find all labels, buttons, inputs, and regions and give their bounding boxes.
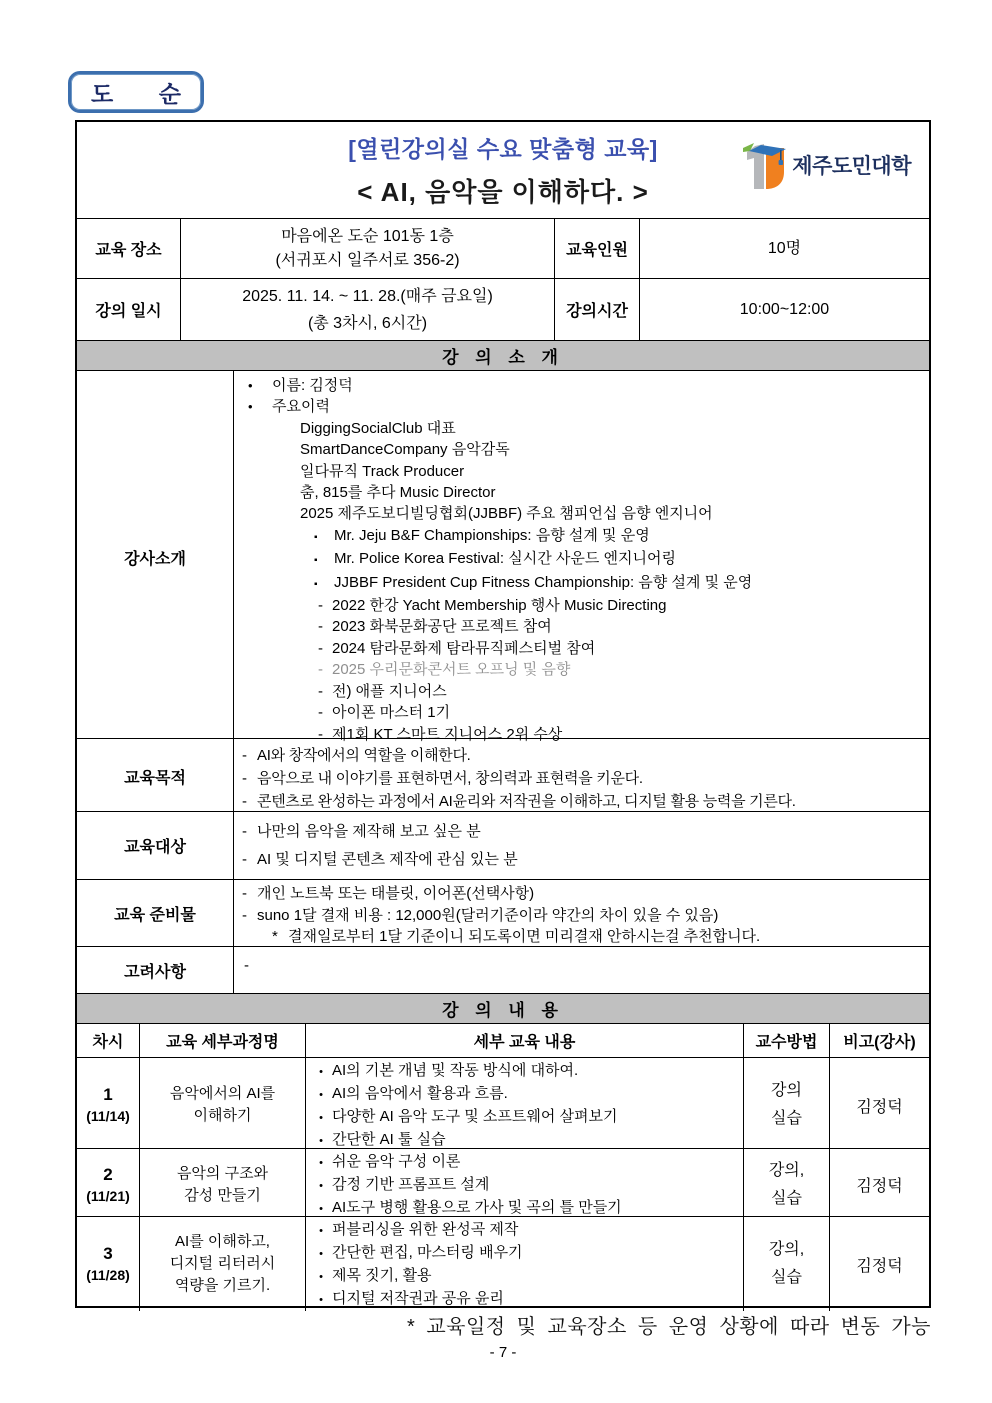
course-name-line: 음악의 구조와: [176, 1164, 269, 1182]
line-text: 2024 탐라문화제 탐라뮤직페스티벌 참여: [332, 639, 596, 657]
detail-line: [310, 1174, 739, 1197]
line-text: 음악으로 내 이야기를 표현하면서, 창의력과 표현력을 키운다.: [257, 770, 643, 787]
line-marker: -: [318, 597, 323, 615]
method-line: 강의: [771, 1082, 802, 1099]
instructor-name-cell: 김정덕: [829, 1058, 929, 1152]
curriculum-header-row: [77, 1023, 929, 1057]
purpose-content: [233, 739, 929, 813]
target-label: 교육대상: [124, 839, 186, 856]
line-text: 주요이력: [272, 398, 330, 416]
text-line: [248, 548, 923, 571]
detail-text: AI도구 병행 활용으로 가사 및 곡의 틀 만들기: [332, 1199, 622, 1216]
course-info-table: [75, 120, 931, 1308]
course-name-line: 음악에서의 AI를: [169, 1085, 276, 1102]
section-bar-content: 강 의 내 용: [77, 993, 929, 1023]
details-cell: [305, 1058, 743, 1152]
details-cell: [305, 1217, 743, 1311]
bullet-marker: •: [319, 1203, 323, 1215]
text-line: [248, 681, 923, 702]
bullet-marker: •: [319, 1180, 323, 1192]
detail-line: [310, 1265, 739, 1288]
course-name-line: 디지털 리터러시: [169, 1255, 276, 1272]
course-name-cell: [139, 1217, 305, 1311]
detail-line: [310, 1288, 739, 1311]
text-line: [248, 375, 923, 396]
col-header-details: 세부 교육 내용: [305, 1024, 743, 1057]
line-marker: -: [318, 618, 323, 636]
location-line1: 마음에온 도순 101동 1층: [281, 227, 454, 245]
bullet-marker: •: [319, 1157, 323, 1169]
text-line: [242, 905, 921, 927]
text-line: [248, 525, 923, 548]
line-text: JJBBF President Cup Fitness Championship: 음향 설계 및 운영: [334, 573, 753, 591]
location-label: 교육 장소: [95, 242, 162, 259]
line-text: SmartDanceCompany 음악감독: [300, 441, 510, 459]
line-text: 제1회 KT 스마트 지니어스 2위 수상: [332, 725, 563, 743]
considerations-section: [77, 946, 929, 993]
curriculum-row: [77, 1057, 929, 1148]
line-marker: -: [318, 682, 323, 700]
text-line: [248, 461, 923, 482]
line-text: 일다뮤직 Track Producer: [300, 462, 465, 480]
line-text: AI와 창작에서의 역할을 이해한다.: [257, 747, 471, 764]
time-label: 강의시간: [554, 279, 639, 340]
line-marker: -: [318, 639, 323, 657]
line-text: 2022 한강 Yacht Membership 행사 Music Directing: [332, 597, 667, 615]
curriculum-row: [77, 1216, 929, 1306]
method-cell: [743, 1149, 829, 1220]
line-text: 결재일로부터 1달 기준이니 되도록이면 미리결재 안하시는걸 추천합니다.: [288, 928, 761, 945]
detail-line: [310, 1106, 739, 1129]
instructor-name-cell: 김정덕: [829, 1217, 929, 1311]
col-header-instructor: 비고(강사): [829, 1024, 929, 1057]
method-line: 실습: [771, 1269, 802, 1286]
detail-line: [310, 1083, 739, 1106]
line-marker: ▪: [314, 531, 318, 543]
text-line: [248, 638, 923, 659]
line-marker: -: [242, 906, 247, 924]
location-line2: (서귀포시 일주서로 356-2): [275, 251, 460, 269]
line-text: Mr. Police Korea Festival: 실시간 사운드 엔지니어링: [334, 550, 676, 568]
document-tag-box: [68, 71, 204, 113]
text-line: [242, 846, 921, 874]
detail-text: 제목 짓기, 활용: [332, 1267, 432, 1284]
purpose-section: [77, 738, 929, 811]
line-text: 콘텐츠로 완성하는 과정에서 AI윤리와 저작권을 이해하고, 디지털 활용 능력을 기른다.: [257, 793, 796, 810]
text-line: [248, 595, 923, 616]
bullet-marker: •: [319, 1271, 323, 1283]
detail-text: 퍼블리싱을 위한 완성곡 제작: [332, 1221, 519, 1238]
info-row-schedule: [77, 278, 929, 340]
text-line: [248, 439, 923, 460]
text-line: [248, 482, 923, 503]
bullet-marker: •: [319, 1294, 323, 1306]
course-name-line: 이해하기: [193, 1107, 252, 1124]
text-line: [248, 616, 923, 637]
detail-line: [310, 1242, 739, 1265]
text-line: [242, 790, 921, 813]
target-content: [233, 812, 929, 879]
line-text: 2023 화북문화공단 프로젝트 참여: [332, 618, 552, 636]
program-title: [열린강의실 수요 맞춤형 교육]: [348, 136, 658, 162]
line-marker: -: [242, 823, 247, 840]
text-line: [242, 744, 921, 767]
line-marker: -: [242, 851, 247, 868]
line-text: 2025 우리문화콘서트 오프닝 및 음향: [332, 661, 571, 679]
instructor-section: [77, 370, 929, 743]
line-marker: *: [272, 928, 278, 945]
session-cell: [77, 1058, 139, 1152]
schedule-value: [180, 279, 554, 340]
course-name-line: AI를 이해하고,: [175, 1233, 270, 1250]
line-marker: -: [242, 747, 247, 764]
course-name-line: 감성 만들기: [184, 1186, 261, 1204]
purpose-label: 교육목적: [124, 769, 186, 787]
line-marker: -: [318, 704, 323, 722]
session-date: (11/14): [86, 1108, 130, 1124]
bullet-marker: •: [319, 1089, 323, 1101]
university-logo-text: 제주도민대학: [792, 155, 911, 178]
target-section: [77, 811, 929, 879]
schedule-change-note: * 교육일정 및 교육장소 등 운영 상황에 따라 변동 가능: [406, 1316, 931, 1338]
instructor-name-cell: 김정덕: [829, 1149, 929, 1220]
session-date: (11/21): [86, 1187, 130, 1204]
method-line: 강의,: [768, 1161, 805, 1179]
method-line: 실습: [771, 1110, 802, 1127]
bullet-marker: •: [319, 1066, 323, 1078]
line-text: Mr. Jeju B&F Championships: 음향 설계 및 운영: [334, 526, 650, 544]
bullet-marker: •: [319, 1112, 323, 1124]
detail-text: 디지털 저작권과 공유 윤리: [332, 1290, 504, 1307]
info-row-location: [77, 218, 929, 278]
instructor-profile: [233, 371, 929, 745]
bullet-marker: •: [319, 1248, 323, 1260]
detail-text: AI의 기본 개념 및 작동 방식에 대하여.: [332, 1062, 579, 1079]
schedule-line1: 2025. 11. 14. ~ 11. 28.(매주 금요일): [242, 287, 493, 305]
bullet-marker: •: [319, 1135, 323, 1147]
document-tag-right: 순: [158, 80, 181, 107]
page-number: - 7 -: [489, 1344, 517, 1361]
schedule-label: 강의 일시: [95, 303, 162, 320]
method-line: 강의,: [768, 1241, 805, 1258]
line-marker: •: [248, 399, 253, 415]
text-line: [248, 503, 923, 524]
line-marker: -: [242, 793, 247, 810]
line-text: 아이폰 마스터 1기: [332, 704, 451, 722]
line-marker: •: [248, 378, 253, 393]
curriculum-body: [77, 1057, 929, 1306]
col-header-method: 교수방법: [743, 1024, 829, 1057]
session-number: 1: [103, 1085, 113, 1104]
capacity-label: 교육인원: [554, 219, 639, 278]
detail-text: 간단한 편집, 마스터링 배우기: [332, 1244, 523, 1261]
line-text: 나만의 음악을 제작해 보고 싶은 분: [257, 823, 481, 840]
text-line: [248, 572, 923, 595]
session-cell: [77, 1217, 139, 1311]
text-line: [242, 818, 921, 846]
curriculum-row: [77, 1148, 929, 1216]
materials-label: 교육 준비물: [114, 907, 196, 925]
time-value: 10:00~12:00: [639, 279, 929, 340]
location-value: [180, 219, 554, 278]
line-text: AI 및 디지털 콘텐츠 제작에 관심 있는 분: [257, 851, 518, 868]
col-header-session: 차시: [92, 1034, 124, 1051]
line-text: 2025 제주도보디빌딩협회(JJBBF) 주요 챔피언십 음향 엔지니어: [300, 505, 713, 523]
text-line: [242, 926, 921, 948]
line-text: 전) 애플 지니어스: [332, 682, 447, 700]
materials-section: [77, 879, 929, 946]
text-line: [248, 659, 923, 680]
section-bar-intro: 강 의 소 개: [77, 340, 929, 370]
col-header-course: 교육 세부과정명: [139, 1024, 305, 1057]
materials-content: [233, 880, 929, 948]
line-text: 개인 노트북 또는 태블릿, 이어폰(선택사항): [257, 885, 535, 902]
instructor-label: 강사소개: [124, 551, 186, 569]
session-number: 3: [103, 1244, 113, 1263]
course-name-cell: [139, 1058, 305, 1152]
course-title: < AI, 음악을 이해하다. >: [357, 177, 649, 207]
text-line: [248, 396, 923, 417]
detail-text: 감정 기반 프롬프트 설계: [332, 1176, 490, 1193]
line-marker: ▪: [314, 578, 318, 590]
text-line: [242, 767, 921, 790]
detail-line: [310, 1151, 739, 1174]
line-marker: -: [242, 770, 247, 787]
method-line: 실습: [771, 1189, 802, 1207]
session-date: (11/28): [86, 1267, 130, 1283]
detail-text: AI의 음악에서 활용과 흐름.: [332, 1085, 508, 1102]
detail-text: 다양한 AI 음악 도구 및 소프트웨어 살펴보기: [332, 1108, 618, 1125]
university-logo: [741, 136, 911, 194]
considerations-label: 고려사항: [124, 963, 186, 981]
schedule-line2: (총 3차시, 6시간): [307, 314, 428, 332]
detail-text: 간단한 AI 툴 실습: [332, 1131, 446, 1148]
line-text: suno 1달 결재 비용 : 12,000원(달러기준이라 약간의 차이 있을 수 있음): [257, 906, 719, 924]
document-tag-left: 도: [91, 80, 114, 107]
line-marker: -: [242, 885, 247, 902]
method-cell: [743, 1217, 829, 1311]
line-marker: -: [318, 661, 323, 679]
line-text: -: [244, 957, 249, 974]
line-text: DiggingSocialClub 대표: [300, 419, 456, 437]
line-marker: -: [318, 725, 323, 743]
method-cell: [743, 1058, 829, 1152]
text-line: [242, 883, 921, 905]
details-cell: [305, 1149, 743, 1220]
line-text: 이름: 김정덕: [272, 377, 353, 394]
session-number: 2: [103, 1164, 113, 1184]
detail-text: 쉬운 음악 구성 이론: [332, 1153, 461, 1170]
detail-line: [310, 1060, 739, 1083]
capacity-value: 10명: [639, 219, 929, 278]
line-text: 춤, 815를 추다 Music Director: [300, 484, 496, 502]
line-marker: ▪: [314, 555, 318, 567]
considerations-content: [233, 947, 929, 993]
text-line: [248, 702, 923, 723]
detail-line: [310, 1219, 739, 1242]
bullet-marker: •: [319, 1225, 323, 1237]
course-name-cell: [139, 1149, 305, 1220]
text-line: [248, 418, 923, 439]
text-line: [242, 955, 921, 977]
university-logo-icon: [741, 136, 787, 194]
session-cell: [77, 1149, 139, 1220]
header-row: [77, 122, 929, 218]
course-name-line: 역량을 기르기.: [174, 1277, 271, 1294]
